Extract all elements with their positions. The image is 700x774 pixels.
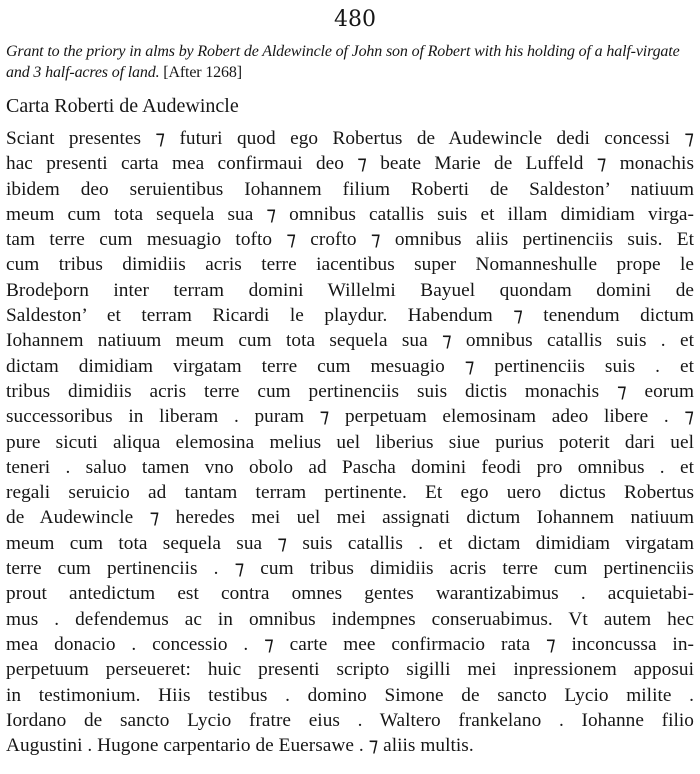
charter-line: Brodeþorn inter terram domini Willelmi Bayuel quondam domini de <box>6 279 694 301</box>
charter-line: Saldeston’ et terram Ricardi le playdur. Habendum ⁊ tenendum dictum <box>6 305 694 327</box>
charter-line: mea donacio . concessio . ⁊ carte mee confirmacio rata ⁊ inconcussa in- <box>6 633 694 655</box>
charter-line: tam terre cum mesuagio tofto ⁊ crofto ⁊ omnibus aliis pertinenciis suis. Et <box>6 229 694 251</box>
charter-line: dictam dimidiam virgatam terre cum mesuagio ⁊ pertinenciis suis . et <box>6 355 694 377</box>
charter-line: de Audewincle ⁊ heredes mei uel mei assignati dictum Iohannem natiuum <box>6 507 694 529</box>
charter-line: cum tribus dimidiis acris terre iacentibus super Nomanneshulle prope le <box>6 254 694 276</box>
charter-line: Sciant presentes ⁊ futuri quod ego Robertus de Audewincle dedi concessi ⁊ <box>6 128 694 149</box>
charter-line: tribus dimidiis acris terre cum pertinenciis suis dictis monachis ⁊ eorum <box>6 380 694 402</box>
charter-line: mus . defendemus ac in omnibus indempnes conseruabimus. Vt autem hec <box>6 608 694 630</box>
charter-line: meum cum tota sequela sua ⁊ omnibus catallis suis et illam dimidiam virga- <box>6 203 694 225</box>
charter-line: prout antedictum est contra omnes gentes warantizabimus . acquietabi- <box>6 583 694 605</box>
charter-line: terre cum pertinenciis . ⁊ cum tribus dimidiis acris terre cum pertinenciis <box>6 558 694 580</box>
charter-line: perpetuum perseueret: huic presenti scripto sigilli mei inpressionem apposui <box>6 659 694 681</box>
summary-date: [After 1268] <box>159 64 242 81</box>
charter-body <box>6 126 694 758</box>
charter-line: meum cum tota sequela sua ⁊ suis catallis . et dictam dimidiam virgatam <box>6 532 694 554</box>
charter-heading: Carta Roberti de Audewincle <box>6 95 239 117</box>
charter-line: Iordano de sancto Lycio fratre eius . Waltero frankelano . Iohanne filio <box>6 709 694 731</box>
charter-line: teneri . saluo tamen vno obolo ad Pascha domini feodi pro omnibus . et <box>6 456 694 478</box>
summary-text: Grant to the priory in alms by Robert de Aldewincle of John son of Robert with his holding of a half-virgate and 3 half-acres of land. <box>6 43 680 81</box>
charter-summary <box>6 41 694 83</box>
charter-line: regali seruicio ad tantam terram pertinente. Et ego uero dictus Robertus <box>6 482 694 504</box>
charter-page <box>6 0 694 758</box>
charter-line: Iohannem natiuum meum cum tota sequela sua ⁊ omnibus catallis suis . et <box>6 330 694 352</box>
charter-line: successoribus in liberam . puram ⁊ perpetuam elemosinam adeo libere . ⁊ <box>6 406 694 428</box>
charter-line: ibidem deo seruientibus Iohannem filium Roberti de Saldeston’ natiuum <box>6 178 694 200</box>
charter-line: in testimonium. Hiis testibus . domino Simone de sancto Lycio milite . <box>6 684 694 706</box>
charter-line: pure sicuti aliqua elemosina melius uel liberius siue purius poterit dari uel <box>6 431 694 453</box>
charter-line: hac presenti carta mea confirmaui deo ⁊ beate Marie de Luffeld ⁊ monachis <box>6 153 694 175</box>
charter-line-last: Augustini . Hugone carpentario de Euersawe . ⁊ aliis multis. <box>6 735 474 757</box>
page-number: 480 <box>334 7 376 32</box>
